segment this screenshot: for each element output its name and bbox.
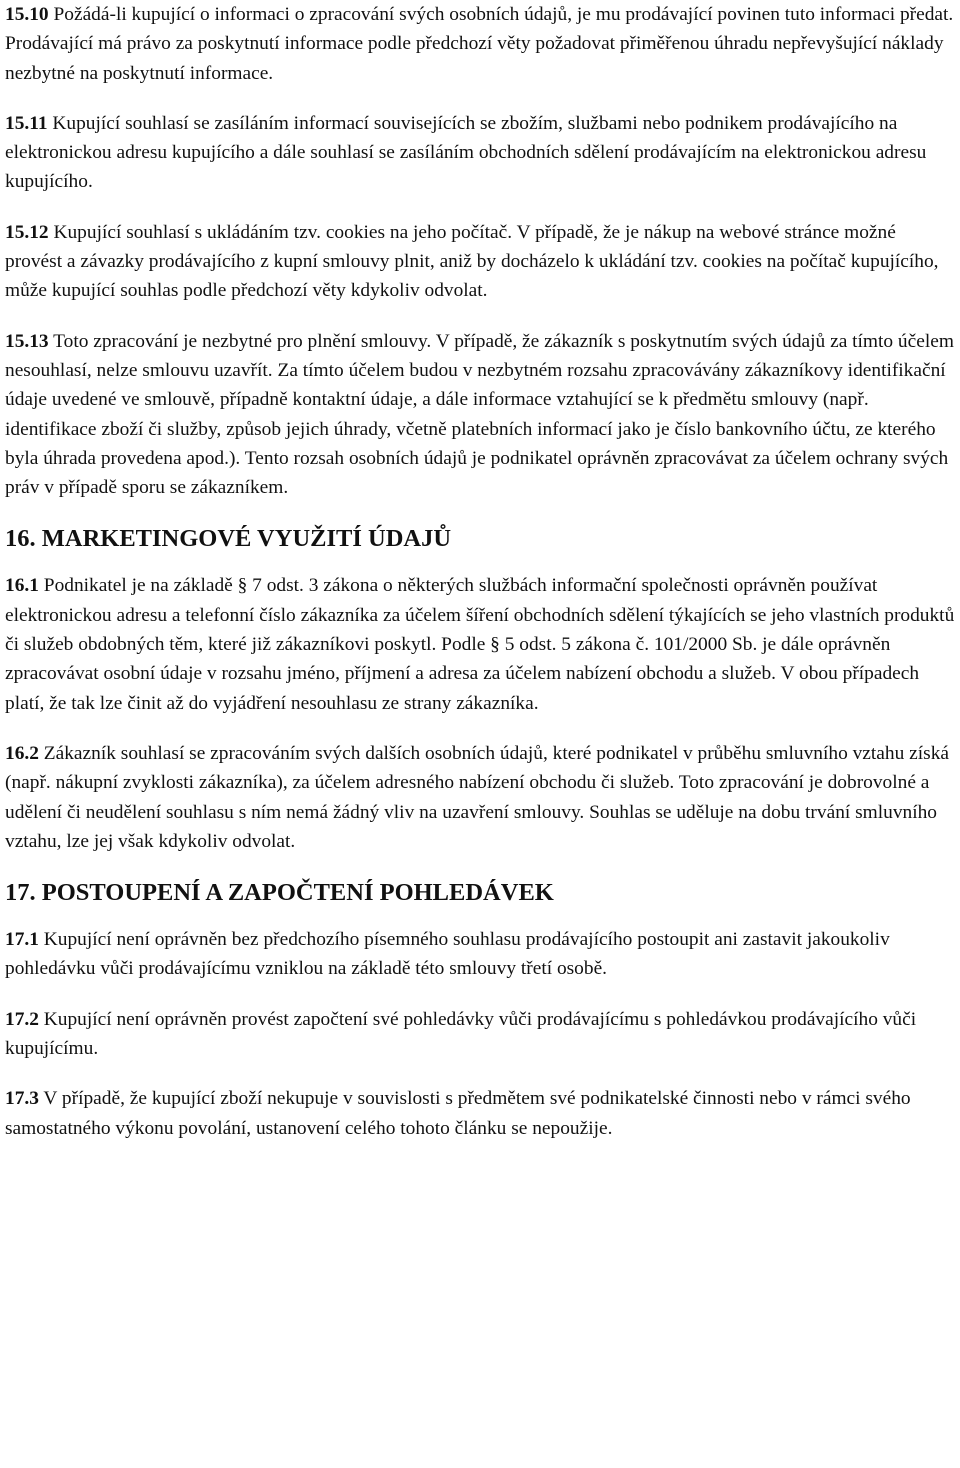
paragraph-text: Kupující není oprávněn bez předchozího písemného souhlasu prodávajícího postoupit ani zastavit jakoukoliv pohledávku vůči prodávajícímu vzniklou na základě této smlouvy třetí osobě. xyxy=(5,929,890,980)
paragraph-number: 17.2 xyxy=(5,1008,39,1030)
paragraph-number: 15.13 xyxy=(5,330,49,352)
paragraph-text: Kupující souhlasí s ukládáním tzv. cookies na jeho počítač. V případě, že je nákup na webové stránce možné provést a závazky prodávajícího z kupní smlouvy plnit, aniž by docházelo k ukládání tzv. cookies na počítač kupujícího, může kupující souhlas podle předchozí věty kdykoliv odvolat. xyxy=(5,221,939,302)
document-page xyxy=(5,0,955,1164)
paragraph-number: 16.1 xyxy=(5,575,39,597)
paragraph-15-12 xyxy=(5,218,955,306)
paragraph-15-11 xyxy=(5,109,955,197)
paragraph-text: Zákazník souhlasí se zpracováním svých dalších osobních údajů, které podnikatel v průběhu smluvního vztahu získá (např. nákupní zvyklosti zákazníka), za účelem adresného nabízení obchodu či služeb. Toto zpracování je dobrovolné a udělení či neudělení souhlasu s ním nemá žádný vliv na uzavření smlouvy. Souhlas se uděluje na dobu trvání smluvního vztahu, lze jej však kdykoliv odvolat. xyxy=(5,742,949,852)
paragraph-text: Toto zpracování je nezbytné pro plnění smlouvy. V případě, že zákazník s poskytnutím svých údajů za tímto účelem nesouhlasí, nelze smlouvu uzavřít. Za tímto účelem budou v nezbytném rozsahu zpracovávány zákazníkovy identifikační údaje uvedené ve smlouvě, případně kontaktní údaje, a dále informace vztahující se k předmětu smlouvy (např. identifikace zboží či služby, způsob jejich úhrady, včetně platebních informací jako je číslo bankovního účtu, ze kterého byla úhrada provedena apod.). Tento rozsah osobních údajů je podnikatel oprávněn zpracovávat za účelem ochrany svých práv v případě sporu se zákazníkem. xyxy=(5,330,954,499)
paragraph-number: 15.11 xyxy=(5,112,48,134)
paragraph-text: Požádá-li kupující o informaci o zpracování svých osobních údajů, je mu prodávající povinen tuto informaci předat. Prodávající má právo za poskytnutí informace podle předchozí věty požadovat přiměřenou úhradu nepřevyšující náklady nezbytné na poskytnutí informace. xyxy=(5,4,954,84)
paragraph-17-1 xyxy=(5,925,955,984)
paragraph-text: Kupující souhlasí se zasíláním informací souvisejících se zbožím, službami nebo podnikem prodávajícího na elektronickou adresu kupujícího a dále souhlasí se zasíláním obchodních sdělení prodávajícím na elektronickou adresu kupujícího. xyxy=(5,112,927,193)
paragraph-17-3 xyxy=(5,1084,955,1143)
paragraph-16-2 xyxy=(5,739,955,856)
paragraph-number: 16.2 xyxy=(5,742,39,764)
paragraph-number: 15.10 xyxy=(5,4,49,25)
paragraph-16-1 xyxy=(5,571,955,717)
paragraph-17-2 xyxy=(5,1005,955,1064)
paragraph-text: Podnikatel je na základě § 7 odst. 3 zákona o některých službách informační společnosti oprávněn používat elektronickou adresu a telefonní číslo zákazníka za účelem šíření obchodních sdělení týkajících se jeho vlastních produktů či služeb obdobných těm, které již zákazníkovi poskytl. Podle § 5 odst. 5 zákona č. 101/2000 Sb. je dále oprávněn zpracovávat osobní údaje v rozsahu jméno, příjmení a adresa za účelem nabízení obchodu a služeb. V obou případech platí, že tak lze činit až do vyjádření nesouhlasu ze strany zákazníka. xyxy=(5,575,955,714)
paragraph-number: 17.3 xyxy=(5,1088,39,1110)
paragraph-15-10 xyxy=(5,0,955,88)
paragraph-number: 17.1 xyxy=(5,929,39,951)
section-heading-16: 16. MARKETINGOVÉ VYUŽITÍ ÚDAJŮ xyxy=(5,525,452,553)
paragraph-15-13 xyxy=(5,327,955,503)
paragraph-text: V případě, že kupující zboží nekupuje v souvislosti s předmětem své podnikatelské činnosti nebo v rámci svého samostatného výkonu povolání, ustanovení celého tohoto článku se nepoužije. xyxy=(5,1088,911,1139)
paragraph-number: 15.12 xyxy=(5,221,49,243)
section-heading-17: 17. POSTOUPENÍ A ZAPOČTENÍ POHLEDÁVEK xyxy=(5,879,554,907)
paragraph-text: Kupující není oprávněn provést započtení své pohledávky vůči prodávajícímu s pohledávkou prodávajícího vůči kupujícímu. xyxy=(5,1008,917,1060)
